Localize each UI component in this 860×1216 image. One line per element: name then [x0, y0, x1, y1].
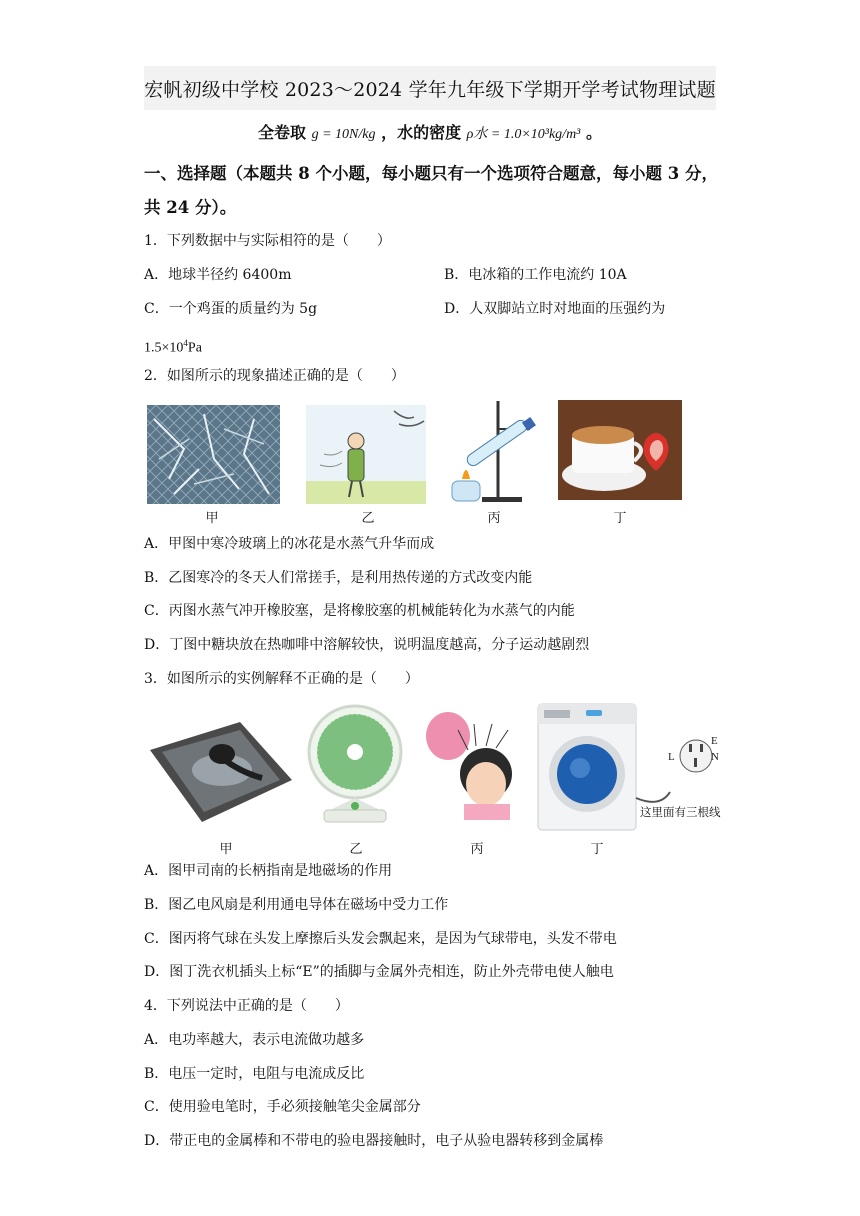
- rho-formula: ρ水 = 1.0×10³kg/m³: [466, 127, 581, 142]
- q2-caption-jia: 甲: [205, 511, 219, 526]
- q4-stem: 4．下列说法中正确的是（ ）: [144, 998, 349, 1014]
- frost-glass-image: [147, 405, 280, 504]
- q1-option-d-continued: [144, 333, 202, 359]
- three-pin-plug-image: [680, 740, 712, 772]
- girl-with-balloon-image: [416, 702, 528, 820]
- q2-stem: 2．如图所示的现象描述正确的是（ ）: [144, 368, 405, 384]
- q4-option-c: C．使用验电笔时，手必须接触笔尖金属部分: [144, 1099, 421, 1115]
- q3-caption-bing: 丙: [470, 842, 484, 857]
- q1-option-d: D．人双脚站立时对地面的压强约为: [444, 301, 666, 317]
- q3-stem: 3．如图所示的实例解释不正确的是（ ）: [144, 671, 419, 687]
- plug-note: 这里面有三根线: [640, 805, 721, 819]
- q2-option-a: A．甲图中寒冷玻璃上的冰花是水蒸气升华而成: [144, 536, 435, 552]
- exam-title: 宏帆初级中学校 2023～2024 学年九年级下学期开学考试物理试题: [144, 66, 716, 110]
- person-rubbing-hands-image: [306, 405, 426, 504]
- test-tube-flame-image: [452, 401, 536, 502]
- q2-option-c: C．丙图水蒸气冲开橡胶塞，是将橡胶塞的机械能转化为水蒸气的内能: [144, 603, 575, 619]
- q3-caption-yi: 乙: [349, 842, 363, 857]
- q1-stem: 1．下列数据中与实际相符的是（ ）: [144, 233, 391, 249]
- q4-option-a: A．电功率越大，表示电流做功越多: [144, 1032, 365, 1048]
- plug-label-l: L: [668, 751, 675, 763]
- q3-option-b: B．图乙电风扇是利用通电导体在磁场中受力工作: [144, 897, 449, 913]
- coffee-cup-image: [558, 400, 682, 500]
- q3-option-a: A．图甲司南的长柄指南是地磁场的作用: [144, 863, 393, 879]
- constants-prefix: 全卷取: [258, 123, 307, 142]
- q1-d-unit: Pa: [187, 340, 202, 356]
- q1-option-a: A．地球半径约 6400m: [144, 267, 292, 283]
- q2-caption-yi: 乙: [361, 511, 375, 526]
- q4-option-d: D．带正电的金属棒和不带电的验电器接触时，电子从验电器转移到金属棒: [144, 1133, 604, 1149]
- q3-option-c: C．图丙将气球在头发上摩擦后头发会飘起来，是因为气球带电，头发不带电: [144, 931, 617, 947]
- q3-caption-jia: 甲: [219, 842, 233, 857]
- plug-label-e: E: [711, 735, 718, 747]
- q2-caption-bing: 丙: [487, 511, 501, 526]
- section-heading-line2: 共 24 分）。: [144, 198, 237, 217]
- sinan-compass-image: [150, 722, 292, 822]
- constants-mid: ，水的密度: [381, 123, 462, 142]
- q1-d-base: 1.5×10: [144, 340, 184, 356]
- g-formula: g = 10N/kg: [311, 127, 376, 142]
- q3-option-d: D．图丁洗衣机插头上标“E”的插脚与金属外壳相连，防止外壳带电使人触电: [144, 964, 614, 980]
- q1-option-b: B．电冰箱的工作电流约 10A: [444, 267, 627, 283]
- electric-fan-image: [309, 706, 401, 822]
- q2-figure-row: [144, 399, 684, 505]
- q1-d-exp: 4: [183, 338, 188, 348]
- q2-option-b: B．乙图寒冷的冬天人们常搓手，是利用热传递的方式改变内能: [144, 570, 533, 586]
- constants-end: 。: [585, 123, 602, 142]
- q1-option-c: C．一个鸡蛋的质量约为 5g: [144, 301, 318, 317]
- q4-option-b: B．电压一定时，电阻与电流成反比: [144, 1066, 365, 1082]
- q2-option-d: D．丁图中糖块放在热咖啡中溶解较快，说明温度越高，分子运动越剧烈: [144, 637, 590, 653]
- q3-caption-ding: 丁: [590, 842, 604, 857]
- q2-caption-ding: 丁: [613, 511, 627, 526]
- plug-label-n: N: [711, 751, 719, 763]
- section-heading-line1: 一、选择题（本题共 8 个小题，每小题只有一个选项符合题意，每小题 3 分，: [144, 164, 718, 183]
- constants-line: [0, 120, 860, 143]
